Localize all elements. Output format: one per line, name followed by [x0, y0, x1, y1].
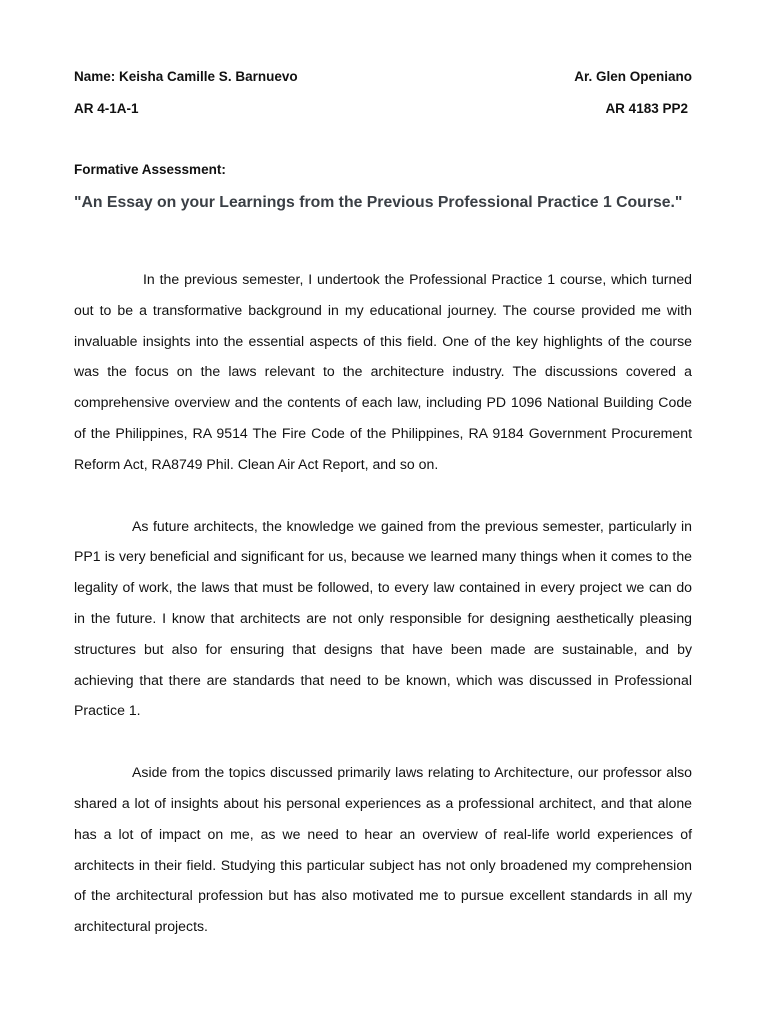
essay-body	[74, 264, 692, 973]
paragraph-2: As future architects, the knowledge we gained from the previous semester, particularly in PP1 is very beneficial and significant for us, because we learned many things when it comes to the legality of work, the laws that must be followed, to every law contained in every project we can do in the future. I know that architects are not only responsible for designing aesthetically pleasing structures but also for ensuring that designs that have been made are sustainable, and by achieving that there are standards that need to be known, which was discussed in Professional Practice 1.	[74, 517, 692, 719]
student-name: Name: Keisha Camille S. Barnuevo	[74, 69, 298, 84]
header-row-name	[74, 69, 692, 85]
instructor-name: Ar. Glen Openiano	[574, 69, 692, 84]
section-code: AR 4-1A-1	[74, 101, 139, 116]
course-code: AR 4183 PP2	[605, 101, 688, 116]
paragraph-1: In the previous semester, I undertook the Professional Practice 1 course, which turned out to be a transformative background in my educational journey. The course provided me with invaluable insights into the essential aspects of this field. One of the key highlights of the course was the focus on the laws relevant to the architecture industry. The discussions covered a comprehensive overview and the contents of each law, including PD 1096 National Building Code of the Philippines, RA 9514 The Fire Code of the Philippines, RA 9184 Government Procurement Reform Act, RA8749 Phil. Clean Air Act Report, and so on.	[74, 271, 692, 472]
paragraph-3: Aside from the topics discussed primarily laws relating to Architecture, our professor also shared a lot of insights about his personal experiences as a professional architect, and that alone has a lot of impact on me, as we need to hear an overview of real-life world experiences of architects in their field. Studying this particular subject has not only broadened my comprehension of the architectural profession but has also motivated me to pursue excellent standards in all my architectural projects.	[74, 764, 692, 935]
assessment-label: Formative Assessment:	[74, 162, 226, 177]
essay-title: "An Essay on your Learnings from the Previous Professional Practice 1 Course."	[74, 194, 683, 211]
header-row-section	[74, 101, 692, 117]
